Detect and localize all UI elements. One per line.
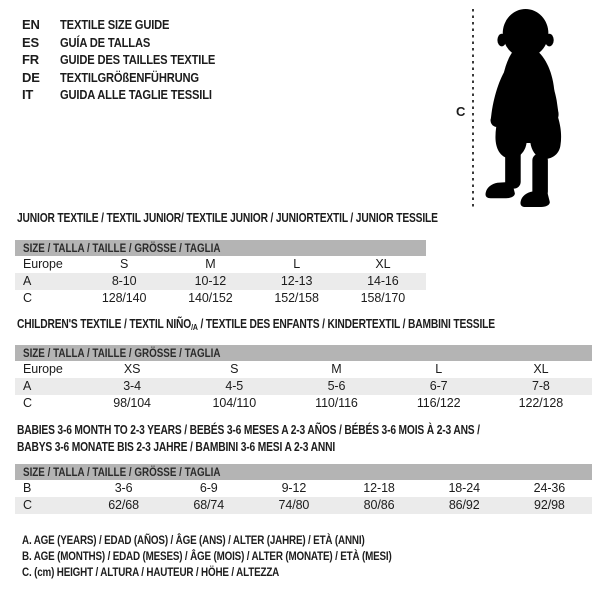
age-cell: 8-10 [111, 274, 137, 288]
subscript-text: /A [191, 322, 198, 332]
height-cell: 152/158 [274, 291, 319, 305]
age-cell: 6-7 [429, 379, 448, 393]
size-cell: S [120, 257, 129, 271]
age-cell: 6-9 [199, 481, 218, 495]
language-row [22, 51, 240, 69]
language-title: GUIDE DES TAILLES TEXTILE [60, 52, 216, 67]
language-row [22, 86, 240, 104]
size-cell: XL [375, 257, 391, 271]
size-cell: S [230, 362, 239, 376]
language-title: GUIDA ALLE TAGLIE TESSILI [60, 87, 212, 102]
height-cell: 116/122 [416, 396, 461, 410]
height-measure-label: C [456, 104, 466, 119]
section-childrens-textile [15, 317, 592, 412]
size-cell: XS [123, 362, 141, 376]
row-label: A [23, 379, 32, 393]
toddler-silhouette [481, 8, 574, 208]
size-header-bar: SIZE / TALLA / TAILLE / GRÖSSE / TAGLIA [15, 240, 426, 256]
age-cell: 7-8 [531, 379, 550, 393]
measure-legend [22, 532, 473, 580]
height-cell: 62/68 [108, 498, 139, 512]
language-title: GUÍA DE TALLAS [60, 34, 151, 50]
section-junior-textile [15, 211, 438, 307]
table-row [15, 361, 592, 378]
row-label: A [23, 274, 32, 288]
size-cell: L [435, 362, 443, 376]
table-row [15, 480, 592, 497]
height-cell: 128/140 [101, 291, 147, 305]
size-header-bar: SIZE / TALLA / TAILLE / GRÖSSE / TAGLIA [15, 464, 592, 480]
size-cell: L [293, 257, 301, 271]
height-cell: 104/110 [212, 396, 257, 410]
section-title: CHILDREN'S TEXTILE / TEXTIL $NIÑO_{/A}$ / TEXTILE DES ENFANTS / KINDERTEXTIL / BAMBINI TESSILE [17, 317, 495, 332]
language-code: DE [22, 69, 40, 85]
row-label: B [23, 481, 32, 495]
age-cell: 24-36 [533, 481, 566, 495]
table-row [15, 395, 592, 412]
babies-size-table [15, 480, 592, 514]
section-title-line1: BABIES 3-6 MONTH TO 2-3 YEARS / BEBÉS 3-6 MESES A 2-3 AÑOS / BÉBÉS 3-6 MOIS À 2-3 ANS / [17, 423, 480, 437]
size-cell: M [205, 257, 216, 271]
language-code: FR [22, 52, 39, 67]
age-cell: 12-18 [363, 481, 395, 495]
table-row [15, 378, 592, 395]
children-size-table [15, 361, 592, 412]
row-label: C [23, 291, 32, 305]
language-code: ES [22, 34, 39, 50]
height-cell: 80/86 [363, 498, 395, 512]
row-label: C [23, 498, 32, 512]
age-cell: 4-5 [225, 379, 244, 393]
section-title: JUNIOR TEXTILE / TEXTIL JUNIOR/ TEXTILE JUNIOR / JUNIORTEXTIL / JUNIOR TESSILE [17, 211, 438, 225]
height-cell: 86/92 [448, 498, 480, 512]
language-title-list [22, 16, 240, 104]
row-label: Europe [23, 362, 63, 376]
language-title: TEXTILE SIZE GUIDE [60, 17, 170, 32]
age-cell: 5-6 [327, 379, 346, 393]
language-code: EN [22, 17, 40, 32]
age-cell: 12-13 [280, 274, 313, 288]
table-row [15, 290, 426, 307]
language-row [22, 69, 240, 87]
language-row [22, 34, 240, 52]
legend-age-years: A. AGE (YEARS) / EDAD (AÑOS) / ÂGE (ANS) / ALTER (JAHRE) / ETÀ (ANNI) [22, 533, 365, 547]
row-label: Europe [23, 257, 63, 271]
age-cell: 9-12 [281, 481, 307, 495]
age-cell: 3-6 [114, 481, 133, 495]
height-cell: 68/74 [193, 498, 225, 512]
height-cell: 92/98 [534, 498, 565, 512]
size-header-bar: SIZE / TALLA / TAILLE / GRÖSSE / TAGLIA [15, 345, 592, 361]
language-title: TEXTILGRÖßENFÜHRUNG [60, 69, 199, 85]
size-cell: M [331, 362, 342, 376]
height-cell: 110/116 [315, 396, 358, 410]
section-babies-textile [15, 422, 592, 514]
height-cell: 140/152 [188, 291, 233, 305]
table-row [15, 256, 426, 273]
table-row [15, 273, 426, 290]
height-cell: 98/104 [113, 396, 151, 410]
height-cell: 74/80 [278, 498, 310, 512]
height-dotted-line [472, 9, 474, 207]
language-row [22, 16, 240, 34]
size-cell: XL [533, 362, 549, 376]
age-cell: 10-12 [194, 274, 227, 288]
table-row [15, 497, 592, 514]
height-cell: 122/128 [518, 396, 564, 410]
legend-age-months: B. AGE (MONTHS) / EDAD (MESES) / ÂGE (MOIS) / ALTER (MONATE) / ETÀ (MESI) [22, 549, 392, 563]
height-cell: 158/170 [360, 291, 406, 305]
legend-height-cm: C. (cm) HEIGHT / ALTURA / HAUTEUR / HÖHE / ALTEZZA [22, 565, 280, 579]
row-label: C [23, 396, 32, 410]
language-code: IT [22, 87, 34, 102]
age-cell: 3-4 [123, 379, 141, 393]
section-title-line2: BABYS 3-6 MONATE BIS 2-3 JAHRE / BAMBINI 3-6 MESI A 2-3 ANNI [17, 440, 336, 454]
age-cell: 14-16 [367, 274, 399, 288]
junior-size-table [15, 256, 426, 307]
age-cell: 18-24 [448, 481, 480, 495]
